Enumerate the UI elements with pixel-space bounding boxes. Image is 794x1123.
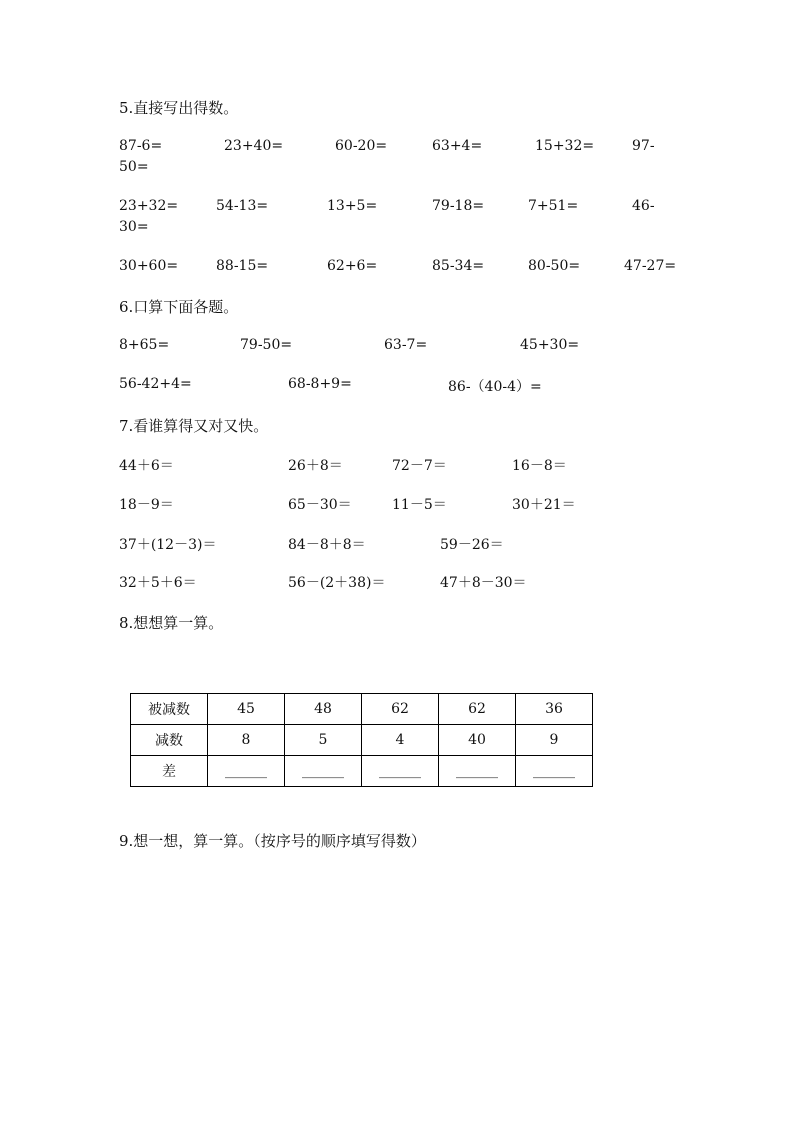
q5-r2-item: 54-13= [216, 198, 269, 214]
q5-r1-item: 97- [632, 138, 655, 154]
row-label-difference: 差 [131, 756, 208, 787]
q5-r1-item: 60-20= [335, 138, 388, 154]
difference-blank[interactable]: ______ [439, 756, 516, 787]
q7-r3-item: 84－8＋8＝ [288, 537, 366, 553]
q7-r1-item: 26＋8＝ [288, 458, 343, 474]
subtraction-table [130, 693, 593, 787]
subtrahend-cell: 40 [439, 725, 516, 756]
q9-title: 9.想一想，算一算。（按序号的顺序填写得数） [119, 832, 426, 850]
q5-r3-item: 30+60= [119, 258, 179, 274]
q7-r1-item: 72－7＝ [392, 458, 447, 474]
minuend-cell: 62 [439, 694, 516, 725]
difference-blank[interactable]: ______ [208, 756, 285, 787]
table-row [131, 725, 593, 756]
difference-blank[interactable]: ______ [285, 756, 362, 787]
q6-title: 6.口算下面各题。 [119, 298, 239, 316]
minuend-cell: 36 [516, 694, 593, 725]
q7-r2-item: 65－30＝ [288, 497, 352, 513]
q7-r2-item: 11－5＝ [392, 497, 447, 513]
row-label-minuend: 被减数 [131, 694, 208, 725]
q5-r2-wrap: 30= [119, 219, 149, 235]
q6-r1-item: 8+65= [119, 337, 170, 353]
q5-r3-item: 85-34= [432, 258, 485, 274]
q7-r3-item: 59－26＝ [440, 537, 504, 553]
q7-r1-item: 16－8＝ [512, 458, 567, 474]
difference-blank[interactable]: ______ [516, 756, 593, 787]
q7-r1-item: 44＋6＝ [119, 458, 174, 474]
subtrahend-cell: 5 [285, 725, 362, 756]
subtrahend-cell: 4 [362, 725, 439, 756]
q7-r4-item: 32＋5＋6＝ [119, 575, 197, 591]
row-label-subtrahend: 减数 [131, 725, 208, 756]
q6-r1-item: 79-50= [240, 337, 293, 353]
table-row [131, 756, 593, 787]
minuend-cell: 48 [285, 694, 362, 725]
q5-r2-item: 13+5= [327, 198, 378, 214]
q5-r3-item: 62+6= [327, 258, 378, 274]
q7-title: 7.看谁算得又对又快。 [119, 417, 269, 435]
q5-r1-item: 23+40= [224, 138, 284, 154]
q5-title: 5.直接写出得数。 [119, 99, 239, 117]
q7-r2-item: 18－9＝ [119, 497, 174, 513]
q5-r3-item: 88-15= [216, 258, 269, 274]
q6-r2-item: 86-（40-4）= [448, 379, 542, 395]
minuend-cell: 45 [208, 694, 285, 725]
q7-r2-item: 30＋21＝ [512, 497, 576, 513]
subtrahend-cell: 9 [516, 725, 593, 756]
q7-r4-item: 47＋8－30＝ [440, 575, 527, 591]
q5-r1-item: 63+4= [432, 138, 483, 154]
q5-r1-item: 87-6= [119, 138, 163, 154]
q5-r1-wrap: 50= [119, 159, 149, 175]
q6-r2-item: 68-8+9= [288, 376, 352, 392]
q6-r2-item: 56-42+4= [119, 376, 192, 392]
q5-r2-item: 23+32= [119, 198, 179, 214]
q5-r2-item: 79-18= [432, 198, 485, 214]
q7-r4-item: 56－(2＋38)＝ [288, 575, 386, 591]
q5-r3-item: 80-50= [528, 258, 581, 274]
q5-r2-item: 46- [632, 198, 655, 214]
subtrahend-cell: 8 [208, 725, 285, 756]
q6-r1-item: 45+30= [520, 337, 580, 353]
minuend-cell: 62 [362, 694, 439, 725]
q5-r3-item: 47-27= [624, 258, 677, 274]
q5-r1-item: 15+32= [535, 138, 595, 154]
q7-r3-item: 37＋(12－3)＝ [119, 537, 217, 553]
q5-r2-item: 7+51= [528, 198, 579, 214]
table-row [131, 694, 593, 725]
difference-blank[interactable]: ______ [362, 756, 439, 787]
q8-title: 8.想想算一算。 [119, 614, 224, 632]
q6-r1-item: 63-7= [384, 337, 428, 353]
